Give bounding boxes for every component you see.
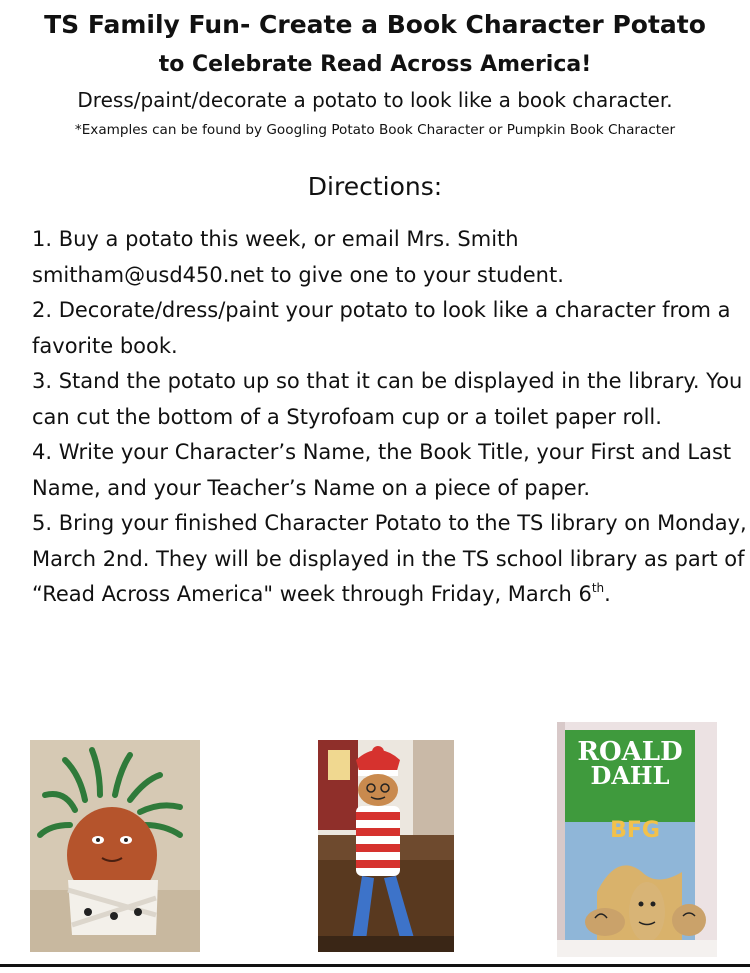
title-line-1: TS Family Fun- Create a Book Character Potato bbox=[44, 10, 706, 39]
step-4: 4. Write your Character’s Name, the Book Title, your First and Last Name, and your Teacher’s Name on a piece of paper. bbox=[32, 440, 732, 500]
step-5-text: 5. Bring your finished Character Potato to the TS library on Monday, March 2nd. They will be displayed in the TS school library as part of “Read Across America" week through Friday, March 6 bbox=[32, 511, 747, 606]
book-cover-title: BFG bbox=[610, 818, 660, 843]
directions-list bbox=[32, 222, 747, 613]
title-line-2: to Celebrate Read Across America! bbox=[158, 52, 592, 77]
book-cover-author: ROALD bbox=[577, 737, 683, 767]
subtitle: Dress/paint/decorate a potato to look like a book character. bbox=[77, 88, 673, 112]
photo-potato-character-1 bbox=[30, 740, 200, 952]
photo-potato-character-2 bbox=[318, 740, 454, 952]
step-2: 2. Decorate/dress/paint your potato to look like a character from a favorite book. bbox=[32, 298, 731, 358]
step-1: 1. Buy a potato this week, or email Mrs. Smith smitham@usd450.net to give one to your student. bbox=[32, 227, 564, 287]
step-5 bbox=[32, 506, 747, 613]
step-3: 3. Stand the potato up so that it can be displayed in the library. You can cut the bottom of a Styrofoam cup or a toilet paper roll. bbox=[32, 369, 743, 429]
step-5-superscript: th bbox=[591, 581, 605, 595]
book-cover-author-line2: DAHL bbox=[590, 761, 670, 790]
directions-heading: Directions: bbox=[307, 172, 443, 201]
examples-note: *Examples can be found by Googling Potato Book Character or Pumpkin Book Character bbox=[74, 122, 676, 138]
bottom-divider bbox=[0, 964, 750, 967]
photo-bfg-book-potatoes bbox=[557, 722, 717, 957]
step-5-end: . bbox=[604, 582, 611, 606]
